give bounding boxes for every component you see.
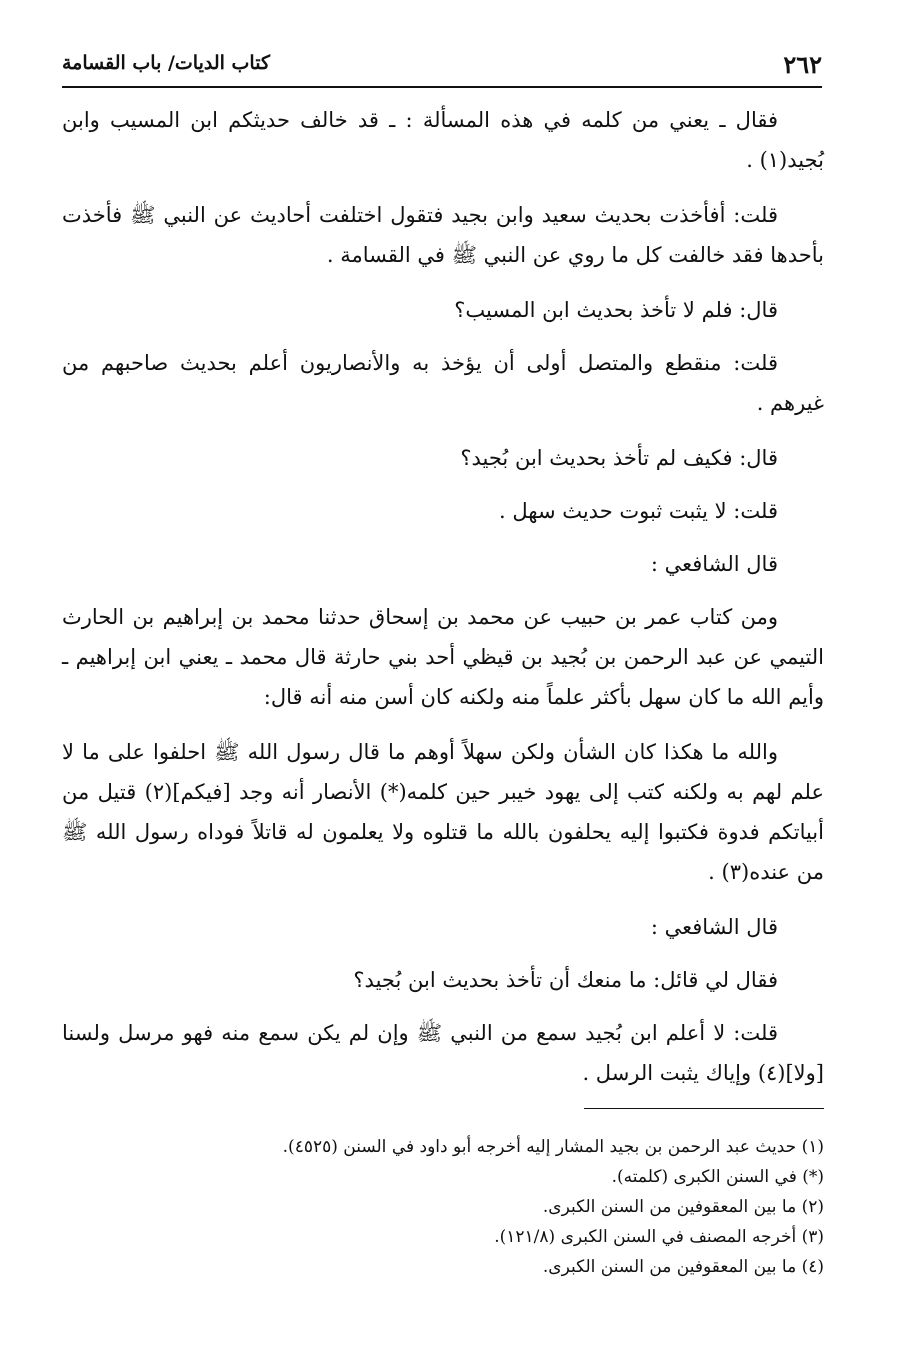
- running-title: كتاب الديات/ باب القسامة: [62, 52, 270, 74]
- footnote: (*) في السنن الكبرى (كلمته).: [611, 1167, 824, 1187]
- paragraph: قلت: لا يثبت ثبوت حديث سهل .: [499, 499, 778, 523]
- footnote: (١) حديث عبد الرحمن بن بجيد المشار إليه أخرجه أبو داود في السنن (٤٥٢٥).: [282, 1137, 824, 1157]
- paragraph: قال: فكيف لم تأخذ بحديث ابن بُجيد؟: [460, 446, 778, 470]
- paragraph: فقال لي قائل: ما منعك أن تأخذ بحديث ابن بُجيد؟: [353, 968, 778, 992]
- paragraph: قلت: أفأخذت بحديث سعيد وابن بجيد فتقول اختلفت أحاديث عن النبي ﷺ فأخذت بأحدها فقد خالفت كل ما روي عن النبي ﷺ في القسامة .: [62, 203, 824, 267]
- paragraph: ومن كتاب عمر بن حبيب عن محمد بن إسحاق حدثنا محمد بن إبراهيم بن الحارث التيمي عن عبد الرحمن بن بُجيد بن قيظي أحد بني حارثة قال محمد ـ يعني ابن إبراهيم ـ وأيم الله ما كان سهل بأكثر علماً منه ولكنه كان أسن منه أنه قال:: [62, 605, 824, 709]
- paragraph: قال: فلم لا تأخذ بحديث ابن المسيب؟: [454, 298, 778, 322]
- page-number: ٢٦٢: [783, 50, 822, 79]
- paragraph: قلت: لا أعلم ابن بُجيد سمع من النبي ﷺ وإن لم يكن سمع منه فهو مرسل ولسنا [ولا](٤) وإياك يثبت الرسل .: [62, 1021, 824, 1085]
- paragraph: قال الشافعي :: [650, 552, 778, 576]
- main-text: [62, 100, 824, 1108]
- paragraph: قال الشافعي :: [650, 915, 778, 939]
- footnote: (٢) ما بين المعقوفين من السنن الكبرى.: [542, 1197, 824, 1217]
- footnote: (٤) ما بين المعقوفين من السنن الكبرى.: [542, 1257, 824, 1277]
- paragraph: والله ما هكذا كان الشأن ولكن سهلاً أوهم ما قال رسول الله ﷺ احلفوا على ما لا علم لهم به ولكنه كتب إلى يهود خيبر حين كلمه(*) الأنصار أنه وجد [فيكم](٢) قتيل من أبياتكم فدوة فكتبوا إليه يحلفون بالله ما قتلوه ولا يعلمون له قاتلاً فوداه رسول الله ﷺ من عنده(٣) .: [62, 740, 824, 884]
- page-header: [62, 46, 822, 88]
- paragraph: قلت: منقطع والمتصل أولى أن يؤخذ به والأنصاريون أعلم بحديث صاحبهم من غيرهم .: [62, 351, 824, 415]
- paragraph: فقال ـ يعني من كلمه في هذه المسألة : ـ قد خالف حديثكم ابن المسيب وابن بُجيد(١) .: [62, 108, 824, 172]
- footnote: (٣) أخرجه المصنف في السنن الكبرى (١٢١/٨).: [494, 1227, 824, 1247]
- footnotes: [62, 1134, 824, 1284]
- footnote-divider: [584, 1108, 824, 1109]
